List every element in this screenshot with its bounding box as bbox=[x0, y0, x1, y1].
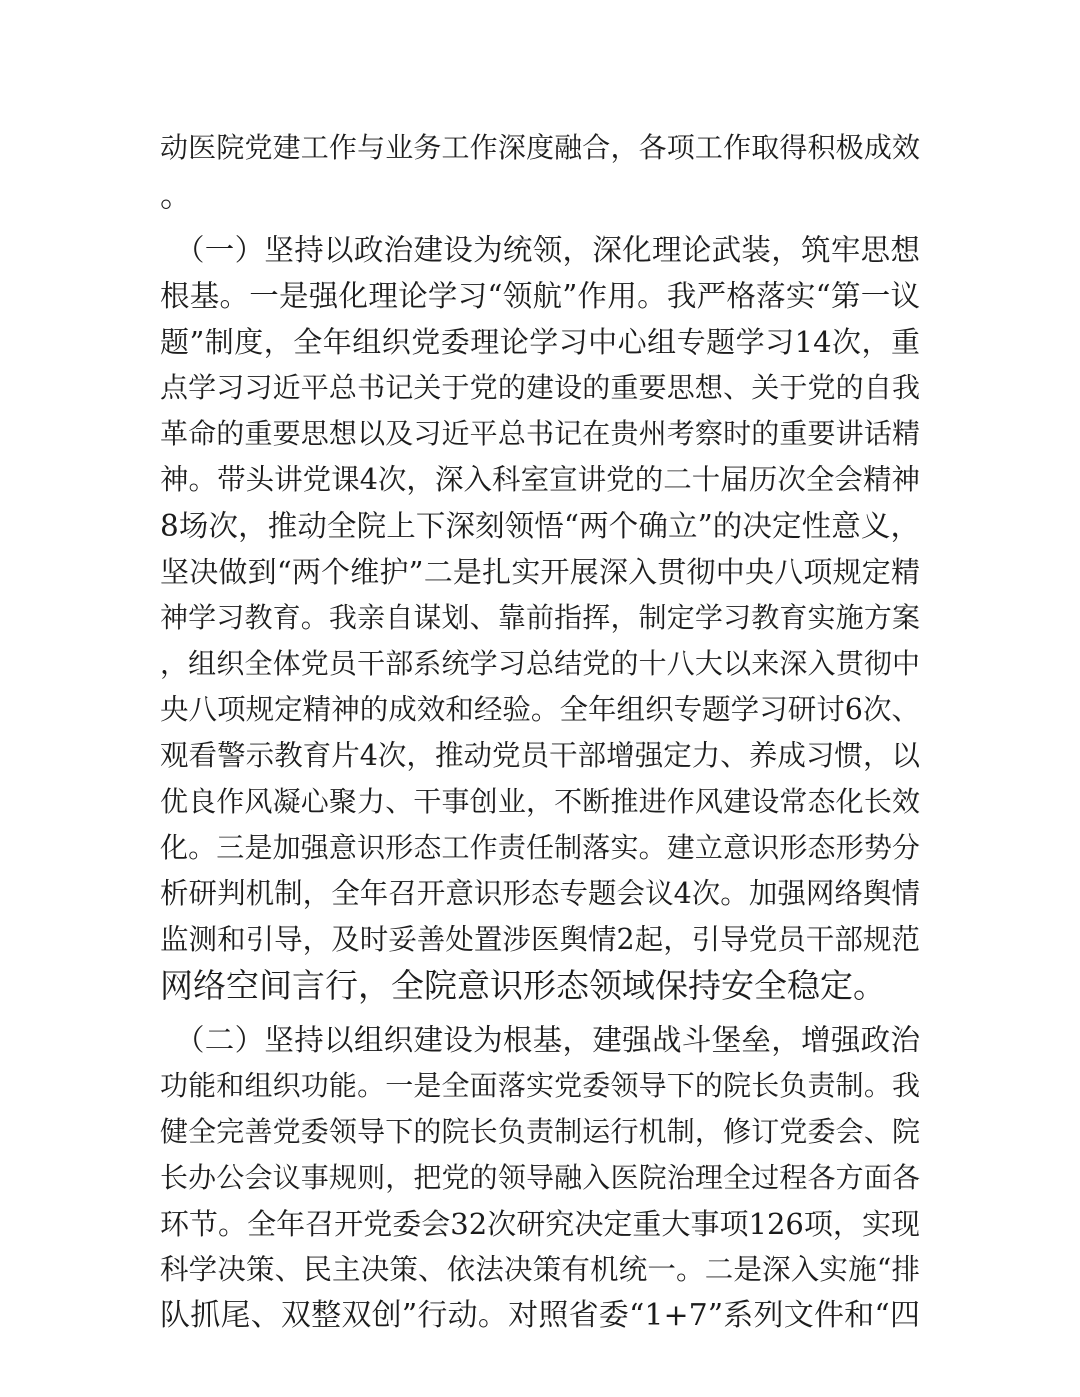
text-line: 8场次，推动全院上下深刻领悟“两个确立”的决定性意义， bbox=[160, 509, 920, 543]
text-line: 题”制度，全年组织党委理论学习中心组专题学习14次，重 bbox=[160, 325, 920, 359]
text-line: ，组织全体党员干部系统学习总结党的十八大以来深入贯彻中 bbox=[160, 647, 920, 680]
text-line: 。 bbox=[160, 175, 193, 214]
text-line: 观看警示教育片4次，推动党员干部增强定力、养成习惯，以 bbox=[160, 739, 920, 772]
text-line: 坚决做到“两个维护”二是扎实开展深入贯彻中央八项规定精 bbox=[160, 555, 920, 589]
section-heading-line: （二）坚持以组织建设为根基，建强战斗堡垒，增强政治 bbox=[175, 1023, 920, 1057]
text-line: 点学习习近平总书记关于党的建设的重要思想、关于党的自我 bbox=[160, 371, 920, 404]
text-line: 神学习教育。我亲自谋划、靠前指挥，制定学习教育实施方案 bbox=[160, 601, 920, 634]
text-line: 功能和组织功能。一是全面落实党委领导下的院长负责制。我 bbox=[160, 1069, 920, 1102]
text-line: 动医院党建工作与业务工作深度融合，各项工作取得积极成效 bbox=[160, 131, 920, 164]
text-line: 环节。全年召开党委会32次研究决定重大事项126项，实现 bbox=[160, 1207, 920, 1241]
text-line: 神。带头讲党课4次，深入科室宣讲党的二十届历次全会精神 bbox=[160, 463, 920, 496]
text-line: 央八项规定精神的成效和经验。全年组织专题学习研讨6次、 bbox=[160, 693, 920, 726]
text-line: 优良作风凝心聚力、干事创业，不断推进作风建设常态化长效 bbox=[160, 785, 920, 818]
text-line: 监测和引导，及时妥善处置涉医舆情2起，引导党员干部规范 bbox=[160, 923, 920, 956]
text-line: 析研判机制，全年召开意识形态专题会议4次。加强网络舆情 bbox=[160, 877, 920, 910]
text-line: 科学决策、民主决策、依法决策有机统一。二是深入实施“排 bbox=[160, 1253, 920, 1286]
text-line: 长办公会议事规则，把党的领导融入医院治理全过程各方面各 bbox=[160, 1161, 920, 1194]
text-line: 健全完善党委领导下的院长负责制运行机制，修订党委会、院 bbox=[160, 1115, 920, 1148]
section-heading-line: （一）坚持以政治建设为统领，深化理论武装，筑牢思想 bbox=[175, 233, 920, 267]
text-line: 网络空间言行，全院意识形态领域保持安全稳定。 bbox=[160, 966, 886, 1005]
text-line: 根基。一是强化理论学习“领航”作用。我严格落实“第一议 bbox=[160, 279, 920, 313]
text-line: 革命的重要思想以及习近平总书记在贵州考察时的重要讲话精 bbox=[160, 417, 920, 450]
text-line: 化。三是加强意识形态工作责任制落实。建立意识形态形势分 bbox=[160, 831, 920, 864]
text-line: 队抓尾、双整双创”行动。对照省委“1+7”系列文件和“四 bbox=[160, 1298, 920, 1333]
